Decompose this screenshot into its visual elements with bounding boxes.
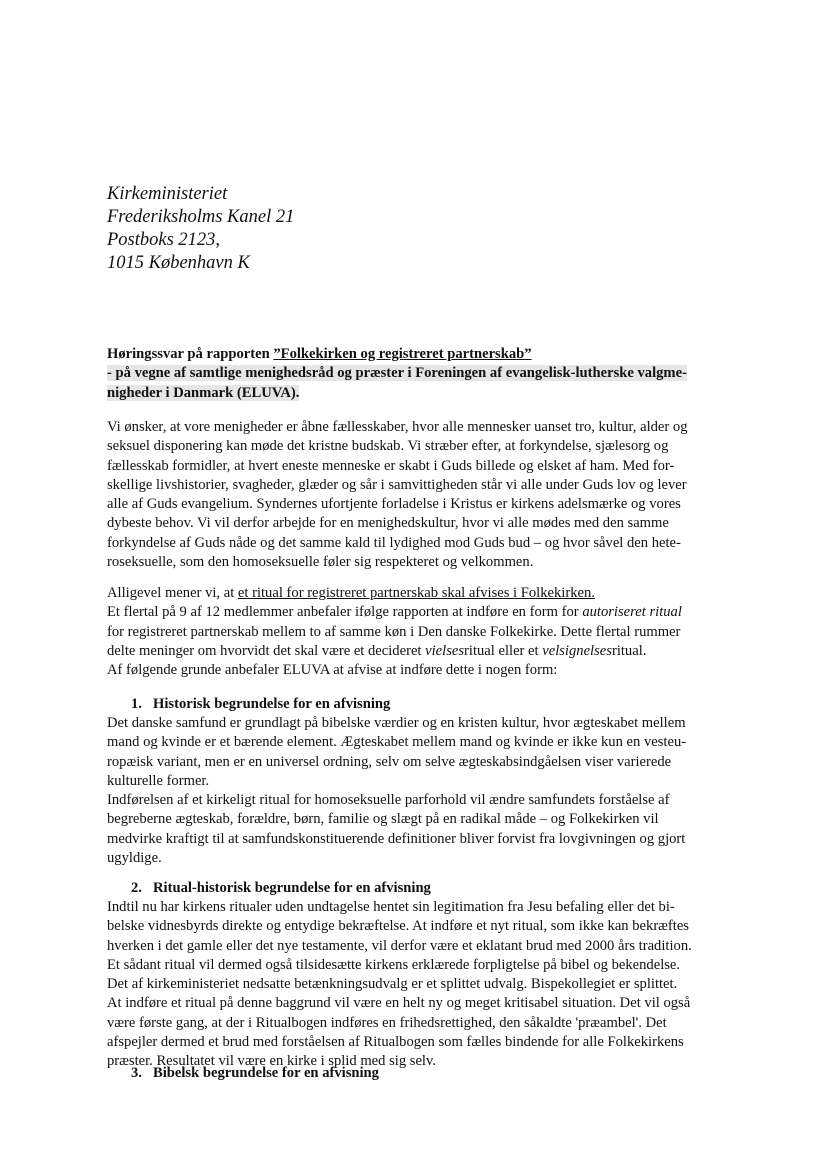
section-title-text: Historisk begrundelse for en afvisning (153, 696, 391, 712)
section-1-body (107, 714, 752, 868)
term-vielses: vielses (425, 642, 465, 659)
section-line: Indførelsen af et kirkeligt ritual for homoseksuelle parforhold vil ændre samfundets forståelse af (107, 792, 670, 809)
heading-prefix: Høringssvar på rapporten (107, 346, 274, 362)
section-line: Det danske samfund er grundlagt på bibelske værdier og en kristen kultur, hvor ægteskabet mellem (107, 715, 686, 731)
report-title: ”Folkekirken og registreret partnerskab” (273, 346, 532, 362)
heading-line-3: nigheder i Danmark (ELUVA). (107, 384, 300, 401)
section-line: ropæisk variant, men er en universel ordning, selv om selve ægteskabsindgåelsen viser varierede (107, 753, 672, 770)
heading-line-2: - på vegne af samtlige menighedsråd og præster i Foreningen af evangelisk-lutherske valgme- (107, 365, 687, 382)
position-statement: et ritual for registreret partnerskab skal afvises i Folkekirken. (237, 585, 595, 601)
section-title-text: Ritual-historisk begrundelse for en afvisning (153, 880, 431, 896)
intro-line: alle af Guds evangelium. Syndernes ufortjente forladelse i Kristus er kirkens adelsmærke og vores (107, 496, 681, 513)
section-line: præster. Resultatet vil være en kirke i splid med sig selv. (107, 1053, 436, 1070)
position-paragraph (107, 584, 752, 680)
section-line: ugyldige. (107, 850, 162, 867)
section-line: hverken i det gamle eller det nye testamente, vil derfor være et eklatant brud med 2000 års tradition. (107, 937, 692, 954)
term-velsignelses: velsignelses (542, 642, 612, 659)
section-line: afspejler dermed et brud med forståelsen af Ritualbogen som fælles bindende for alle Folkekirkens (107, 1034, 684, 1051)
position-line-5: Af følgende grunde anbefaler ELUVA at afvise at indføre dette i nogen form: (107, 662, 558, 679)
section-line: mand og kvinde er et bærende element. Ægteskabet mellem mand og kvinde er ikke kun en vesteu- (107, 734, 687, 751)
section-line: Det af kirkeministeriet nedsatte betænkningsudvalg er et splittet udvalg. Bispekollegiet er splittet. (107, 976, 678, 993)
recipient-name: Kirkeministeriet (107, 184, 228, 204)
section-number: 1. (131, 696, 142, 712)
recipient-street: Frederiksholms Kanel 21 (107, 207, 295, 227)
position-line-4-end: ritual. (611, 642, 647, 659)
recipient-pobox: Postboks 2123, (107, 230, 221, 250)
position-line-4-mid: ritual eller et (464, 642, 543, 659)
recipient-address (107, 183, 294, 275)
section-line: begreberne ægteskab, forældre, børn, familie og slægt på en radikal måde – og Folkekirken vil (107, 811, 659, 828)
section-line: Et sådant ritual vil dermed også tilsidesætte kirkens erklærede forpligtelse på bibel og bekendelse. (107, 956, 681, 973)
intro-line: Vi ønsker, at vore menigheder er åbne fællesskaber, hvor alle mennesker uanset tro, kultur, alder og (107, 419, 688, 435)
section-line: belske vidnesbyrds direkte og entydige bekræftelse. At indføre et nyt ritual, som ikke kan bekræftes (107, 918, 689, 935)
intro-line: roseksuelle, som den homoseksuelle føler sig respekteret og velkommen. (107, 554, 534, 571)
section-title-text: Bibelsk begrundelse for en afvisning (153, 1065, 379, 1081)
section-2-title (131, 879, 431, 898)
position-line-3: for registreret partnerskab mellem to af samme køn i Den danske Folkekirke. Dette flertal rummer (107, 623, 681, 640)
recipient-city: 1015 København K (107, 253, 250, 273)
section-line: kulturelle former. (107, 772, 210, 789)
intro-line: fællesskab formidler, at hvert eneste menneske er skabt i Guds billede og elsket af ham. Med for- (107, 457, 675, 474)
intro-line: forkyndelse af Guds nåde og det samme kald til lydighed mod Guds bud – og hvor såvel den hete- (107, 534, 681, 551)
section-3-title (131, 1064, 379, 1083)
position-line-4: delte meninger om hvorvidt det skal være et decideret (107, 642, 426, 659)
intro-line: skellige livshistorier, svagheder, glæder og sår i samvittigheden står vi alle under Guds lov og lever (107, 476, 687, 493)
section-line: At indføre et ritual på denne baggrund vil være en helt ny og meget kritisabel situation. Det vil også (107, 995, 691, 1012)
section-line: være første gang, at der i Ritualbogen indføres en frihedsrettighed, den såkaldte 'præambel'. Det (107, 1014, 667, 1031)
intro-paragraph (107, 418, 752, 572)
position-line-2: Et flertal på 9 af 12 medlemmer anbefaler ifølge rapporten at indføre en form for (107, 604, 583, 621)
document-heading (107, 345, 747, 403)
intro-line: seksuel disponering kan møde det kristne budskab. Vi stræber efter, at forkyndelse, sjælesorg og (107, 438, 669, 455)
position-line-1: Alligevel mener vi, at (107, 585, 238, 601)
section-1-title (131, 695, 390, 714)
intro-line: dybeste behov. Vi vil derfor arbejde for en menighedskultur, hvor vi alle mødes med den samme (107, 515, 669, 532)
section-number: 2. (131, 880, 142, 896)
section-line: Indtil nu har kirkens ritualer uden undtagelse hentet sin legitimation fra Jesu befaling eller det bi- (107, 899, 675, 915)
section-number: 3. (131, 1065, 142, 1081)
section-line: medvirke kraftigt til at samfundskonstituerende definitioner bliver forvist fra lovgivningen og gjort (107, 830, 686, 847)
section-2-body (107, 898, 752, 1072)
term-autoriseret-ritual: autoriseret ritual (582, 604, 682, 621)
